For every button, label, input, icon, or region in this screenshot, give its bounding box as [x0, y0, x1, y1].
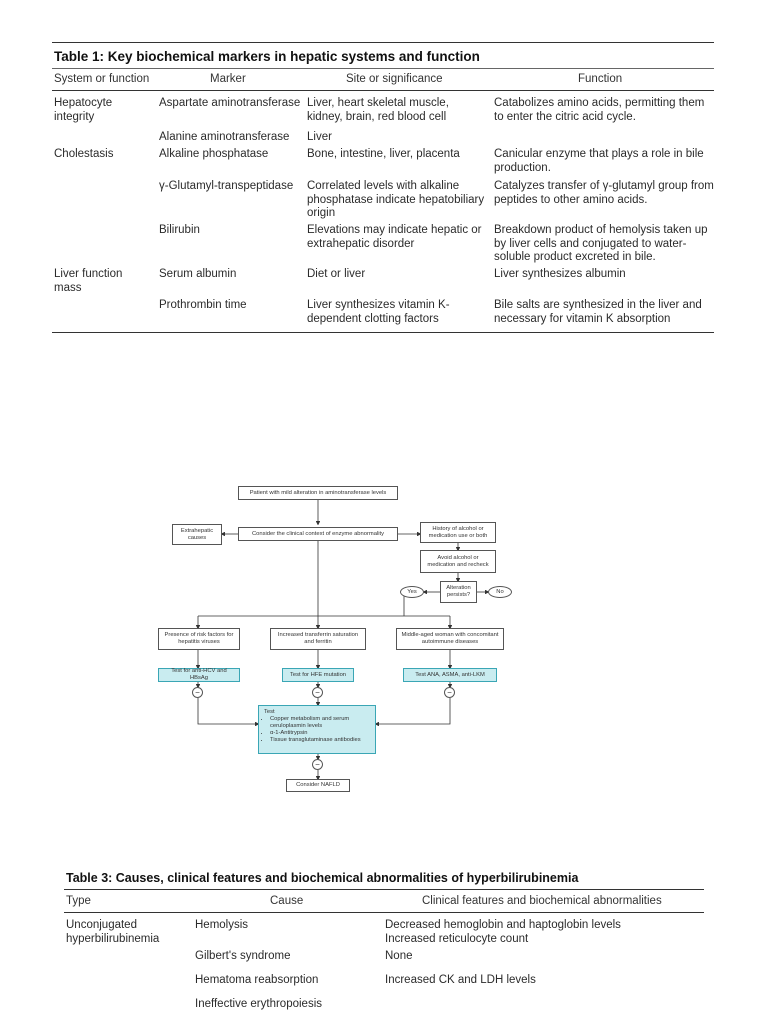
flow-yes-oval: Yes: [400, 586, 424, 598]
flow-test-hfe-box: Test for HFE mutation: [282, 668, 354, 682]
table1-cell: Serum albumin: [159, 268, 237, 280]
table3-header-cause: Cause: [270, 895, 304, 907]
table1-cell: Bone, intestine, liver, placenta: [307, 148, 460, 160]
table1-cell: Liver function mass: [54, 268, 123, 294]
table1-cell: Liver, heart skeletal muscle, kidney, brain, red blood cell: [307, 97, 449, 123]
table3-cell: Gilbert's syndrome: [195, 950, 291, 962]
flow-test-panel-box: [258, 705, 376, 754]
table3-cell: Ineffective erythropoiesis: [195, 998, 322, 1010]
flow-start-box: Patient with mild alteration in aminotransferase levels: [238, 486, 398, 500]
table1-title: Table 1: Key biochemical markers in hepatic systems and function: [54, 49, 480, 64]
table3-cell: Unconjugated hyperbilirubinemia: [66, 919, 160, 945]
flow-risk-factors-box: Presence of risk factors for hepatitis viruses: [158, 628, 240, 650]
flow-persists-box: Alteration persists?: [440, 581, 477, 603]
table1-cell: Alkaline phosphatase: [159, 148, 269, 160]
flow-history-box: History of alcohol or medication use or both: [420, 522, 496, 543]
table1-cell: Breakdown product of hemolysis taken up by liver cells and conjugated to water-soluble product excreted in bile.: [494, 224, 708, 263]
flow-negative-result-icon: −: [312, 687, 323, 698]
table1-cell: Hepatocyte integrity: [54, 97, 113, 123]
table3-header-features: Clinical features and biochemical abnormalities: [422, 895, 662, 907]
flow-test-item: • Copper metabolism and serum ceruloplasmin levels: [270, 716, 370, 730]
flow-negative-result-icon: −: [192, 687, 203, 698]
table1-cell: Alanine aminotransferase: [159, 131, 290, 143]
table3-cell: None: [385, 950, 413, 962]
table1-cell: Catalyzes transfer of γ-glutamyl group from peptides to other amino acids.: [494, 180, 714, 206]
flow-consider-context-box: Consider the clinical context of enzyme abnormality: [238, 527, 398, 541]
table1-cell: Bilirubin: [159, 224, 200, 236]
table1-cell: Liver synthesizes albumin: [494, 268, 626, 280]
table1-cell: Elevations may indicate hepatic or extrahepatic disorder: [307, 224, 482, 250]
table1-header-function: Function: [578, 73, 623, 85]
flow-test-hcv-box: Test for anti-HCV and HBsAg: [158, 668, 240, 682]
flow-negative-result-icon: −: [444, 687, 455, 698]
table1-cell: Bile salts are synthesized in the liver and necessary for vitamin K absorption: [494, 299, 702, 325]
flow-test-item: • α-1-Antitrypsin: [270, 730, 370, 737]
table1-cell: Canicular enzyme that plays a role in bile production.: [494, 148, 704, 174]
table3-cell: Hemolysis: [195, 919, 249, 931]
table1-cell: Cholestasis: [54, 148, 114, 160]
flow-test-ana-box: Test ANA, ASMA, anti-LKM: [403, 668, 497, 682]
table1-cell: Aspartate aminotransferase: [159, 97, 301, 109]
table3-cell: Increased CK and LDH levels: [385, 974, 536, 986]
flow-nafld-box: Consider NAFLD: [286, 779, 350, 792]
flow-avoid-box: Avoid alcohol or medication and recheck: [420, 550, 496, 573]
flow-test-panel-list: [264, 716, 370, 744]
flow-middle-aged-box: Middle-aged woman with concomitant autoimmune diseases: [396, 628, 504, 650]
table3-header-type: Type: [66, 895, 91, 907]
flow-test-panel-title: Test: [264, 709, 275, 715]
table1-cell: Prothrombin time: [159, 299, 247, 311]
table1-header-marker: Marker: [210, 73, 246, 85]
table1-cell: Correlated levels with alkaline phosphatase indicate hepatobiliary origin: [307, 180, 485, 219]
flow-extrahepatic-box: Extrahepatic causes: [172, 524, 222, 545]
table1-cell: Catabolizes amino acids, permitting them to enter the citric acid cycle.: [494, 97, 705, 123]
table1-cell: γ-Glutamyl-transpeptidase: [159, 180, 294, 192]
flow-negative-result-icon: −: [312, 759, 323, 770]
table1-header-site: Site or significance: [346, 73, 443, 85]
table3-title: Table 3: Causes, clinical features and biochemical abnormalities of hyperbilirubinemia: [66, 871, 579, 885]
table1-header-system: System or function: [54, 73, 150, 85]
table1-cell: Diet or liver: [307, 268, 366, 280]
table3-cell: Hematoma reabsorption: [195, 974, 319, 986]
flow-transferrin-box: Increased transferrin saturation and ferritin: [270, 628, 366, 650]
table1-cell: Liver synthesizes vitamin K-dependent clotting factors: [307, 299, 450, 325]
table3-cell: Decreased hemoglobin and haptoglobin levels Increased reticulocyte count: [385, 919, 621, 945]
table3-title-rule: [64, 889, 704, 890]
flow-no-oval: No: [488, 586, 512, 598]
flow-test-item: • Tissue transglutaminase antibodies: [270, 737, 370, 744]
table1-cell: Liver: [307, 131, 332, 143]
table3-header-rule: [64, 912, 704, 913]
